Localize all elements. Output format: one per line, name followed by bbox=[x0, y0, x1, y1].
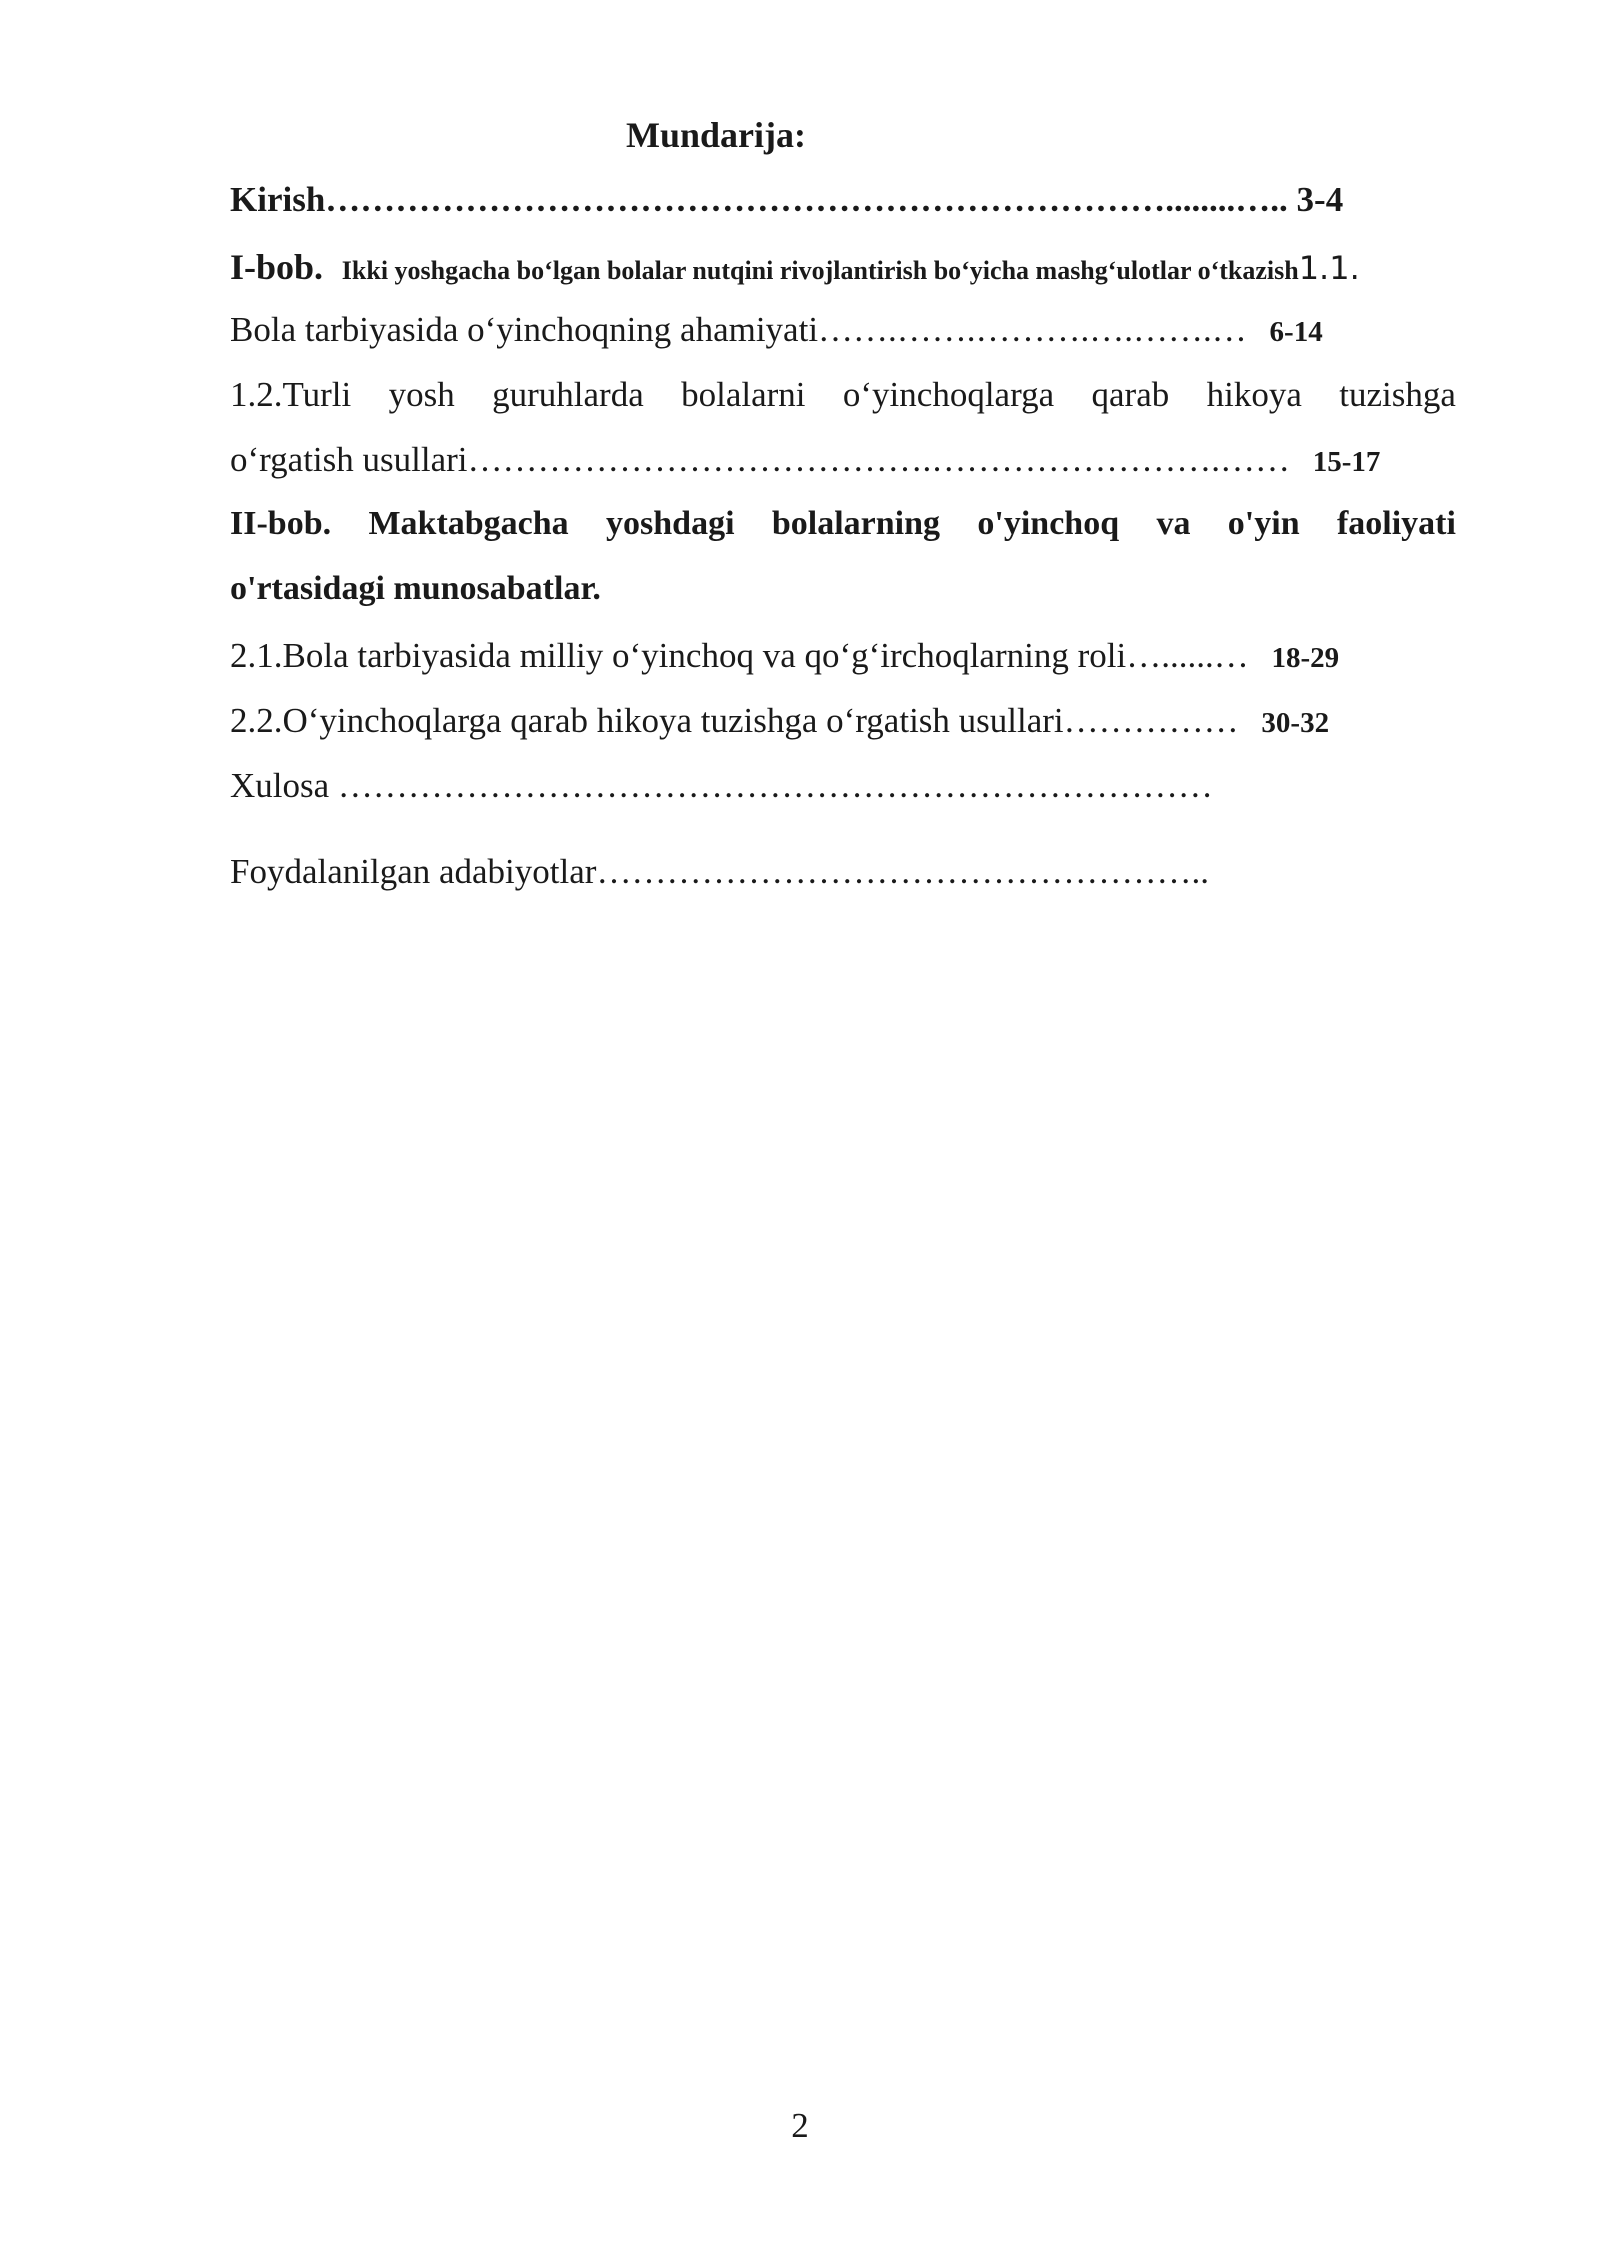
toc-word: hikoya bbox=[1206, 375, 1302, 414]
toc-entry-1-2-cont bbox=[230, 440, 1456, 480]
toc-page-range: 15-17 bbox=[1312, 446, 1381, 478]
toc-word: bolalarni bbox=[681, 375, 806, 414]
toc-word: yosh bbox=[388, 375, 455, 414]
toc-word: qarab bbox=[1091, 375, 1170, 414]
toc-entry-chapter2 bbox=[230, 505, 1456, 543]
toc-dot-leader: ………………………………….…………………….…… bbox=[467, 440, 1291, 479]
toc-entry-label: Kirish bbox=[230, 180, 326, 219]
toc-word: Maktabgacha bbox=[368, 505, 569, 542]
toc-word: o‘yinchoqlarga bbox=[842, 375, 1055, 414]
toc-page-range: 6-14 bbox=[1269, 316, 1323, 348]
toc-dot-leader: ………………………………………………………………… bbox=[337, 766, 1213, 805]
chapter-heading: o'rtasidagi munosabatlar. bbox=[230, 570, 601, 607]
section-number: 1.1. bbox=[1298, 249, 1360, 287]
toc-entry-1-2 bbox=[230, 375, 1456, 415]
toc-entry-text: 2.1.Bola tarbiyasida milliy o‘yinchoq va qo‘g‘irchoqlarning roli bbox=[230, 636, 1127, 675]
toc-entry-text: 2.2.O‘yinchoqlarga qarab hikoya tuzishga o‘rgatish usullari bbox=[230, 701, 1064, 740]
chapter-heading: Ikki yoshgacha bo‘lgan bolalar nutqini rivojlantirish bo‘yicha mashg‘ulotlar o‘tkazish bbox=[341, 256, 1299, 285]
toc-entry-chapter1 bbox=[230, 246, 1456, 288]
toc-entry-chapter2-cont bbox=[230, 570, 1456, 608]
toc-word: bolalarning bbox=[771, 505, 941, 542]
toc-entry-1-1 bbox=[230, 310, 1456, 350]
toc-entry-text: Xulosa bbox=[230, 766, 338, 805]
toc-word: va bbox=[1156, 505, 1191, 542]
toc-title: Mundarija: bbox=[626, 115, 806, 155]
toc-dot-leader: …………………………………………….. bbox=[596, 852, 1209, 891]
page-number: 2 bbox=[791, 2106, 809, 2145]
toc-dot-leader: …….…….……….….…….… bbox=[818, 310, 1247, 349]
toc-entry-text: Foydalanilgan adabiyotlar bbox=[230, 852, 597, 891]
toc-entry-xulosa bbox=[230, 766, 1456, 806]
toc-page-range: 3-4 bbox=[1296, 180, 1344, 219]
toc-dot-leader: …......… bbox=[1126, 636, 1249, 675]
toc-word: yoshdagi bbox=[606, 505, 735, 542]
toc-word: faoliyati bbox=[1336, 505, 1456, 542]
chapter-label: I-bob. bbox=[230, 247, 324, 287]
toc-entry-text: Bola tarbiyasida o‘yinchoqning ahamiyati bbox=[230, 310, 819, 349]
toc-word: o'yin bbox=[1227, 505, 1300, 542]
toc-entry-text: o‘rgatish usullari bbox=[230, 440, 468, 479]
toc-entry-adabiyotlar bbox=[230, 852, 1456, 892]
toc-entry-kirish bbox=[230, 180, 1456, 220]
toc-dot-leader: ………………………………………………………………........….. bbox=[325, 180, 1288, 219]
toc-entry-2-1 bbox=[230, 636, 1456, 676]
toc-word: o'yinchoq bbox=[977, 505, 1120, 542]
toc-word: guruhlarda bbox=[492, 375, 644, 414]
toc-word: tuzishga bbox=[1339, 375, 1456, 414]
toc-page-range: 30-32 bbox=[1261, 707, 1330, 739]
toc-entry-2-2 bbox=[230, 701, 1456, 741]
toc-word: 1.2.Turli bbox=[230, 375, 352, 414]
chapter-label: II-bob. bbox=[230, 505, 332, 542]
toc-page-range: 18-29 bbox=[1271, 642, 1340, 674]
toc-dot-leader: …………… bbox=[1063, 701, 1239, 740]
